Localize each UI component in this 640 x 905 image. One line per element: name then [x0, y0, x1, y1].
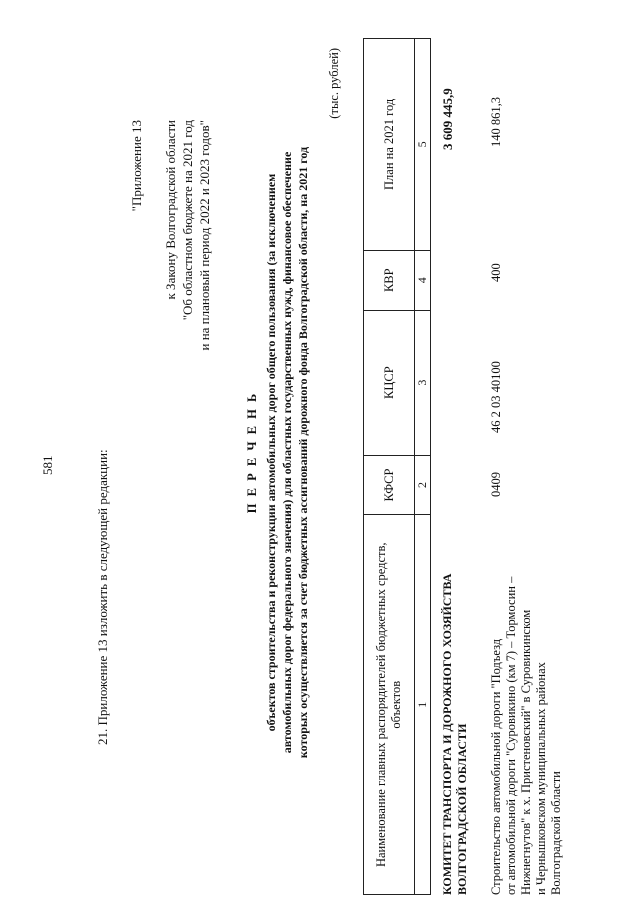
units-label: (тыс. рублей) [327, 48, 341, 119]
heading-line: объектов строительства и реконструкции автомобильных дорог общего пользования (за исключением [264, 173, 278, 732]
header-kfsr: КФСР [364, 455, 415, 515]
appendix-line: и на плановый период 2022 и 2023 годов" [197, 120, 212, 351]
object-kcsr: 46 2 03 40100 [489, 361, 503, 433]
table-header-row [364, 39, 415, 895]
column-number: 4 [415, 250, 431, 310]
object-name-line: от автомобильной дороги "Суровикино (км 7) – Тормосин – [504, 576, 518, 895]
object-name [489, 515, 564, 895]
object-name-line: Строительство автомобильной дороги "Подъезд [489, 638, 503, 895]
object-kvr: 400 [489, 263, 503, 282]
header-name: Наименование главных распорядителей бюджетных средств, объектов [364, 515, 415, 895]
object-kfsr: 0409 [489, 472, 503, 497]
column-number: 1 [415, 515, 431, 895]
appendix-line: к Закону Волгоградской области [163, 120, 178, 300]
column-number: 2 [415, 455, 431, 515]
heading-line: которых осуществляется за счет бюджетных ассигнований дорожного фонда Волгоградской области, на 2021 год [296, 146, 310, 759]
object-name-line: Нижнегнутов" к х. Пристеновский" в Суровикинском [519, 609, 533, 895]
object-name-line: Волгоградской области [549, 771, 563, 895]
column-number: 3 [415, 310, 431, 455]
list-title: П Е Р Е Ч Е Н Ь [245, 391, 259, 514]
org-total: 3 609 445,9 [440, 88, 455, 150]
object-name-line: и Чернышковском муниципальных районах [534, 662, 548, 895]
appendix-line: "Приложение 13 [129, 120, 144, 212]
appendix-line: "Об областном бюджете на 2021 год [180, 120, 195, 321]
heading-line: автомобильных дорог федерального значения) для областных государственных нужд, финансовое обеспечение [280, 151, 294, 754]
header-kcsr: КЦСР [364, 310, 415, 455]
appendix-line [145, 120, 162, 450]
intro-text: 21. Приложение 13 изложить в следующей редакции: [95, 449, 110, 745]
column-number-row [415, 39, 431, 895]
header-plan: План на 2021 год [364, 39, 415, 251]
header-kvr: КВР [364, 250, 415, 310]
page-number: 581 [40, 455, 55, 475]
appendix-block [128, 120, 213, 450]
budget-table [363, 38, 431, 895]
column-number: 5 [415, 39, 431, 251]
list-heading [263, 40, 311, 865]
org-name: КОМИТЕТ ТРАНСПОРТА И ДОРОЖНОГО ХОЗЯЙСТВА ВОЛГОГРАДСКОЙ ОБЛАСТИ [440, 573, 469, 895]
object-plan: 140 861,3 [489, 97, 503, 147]
